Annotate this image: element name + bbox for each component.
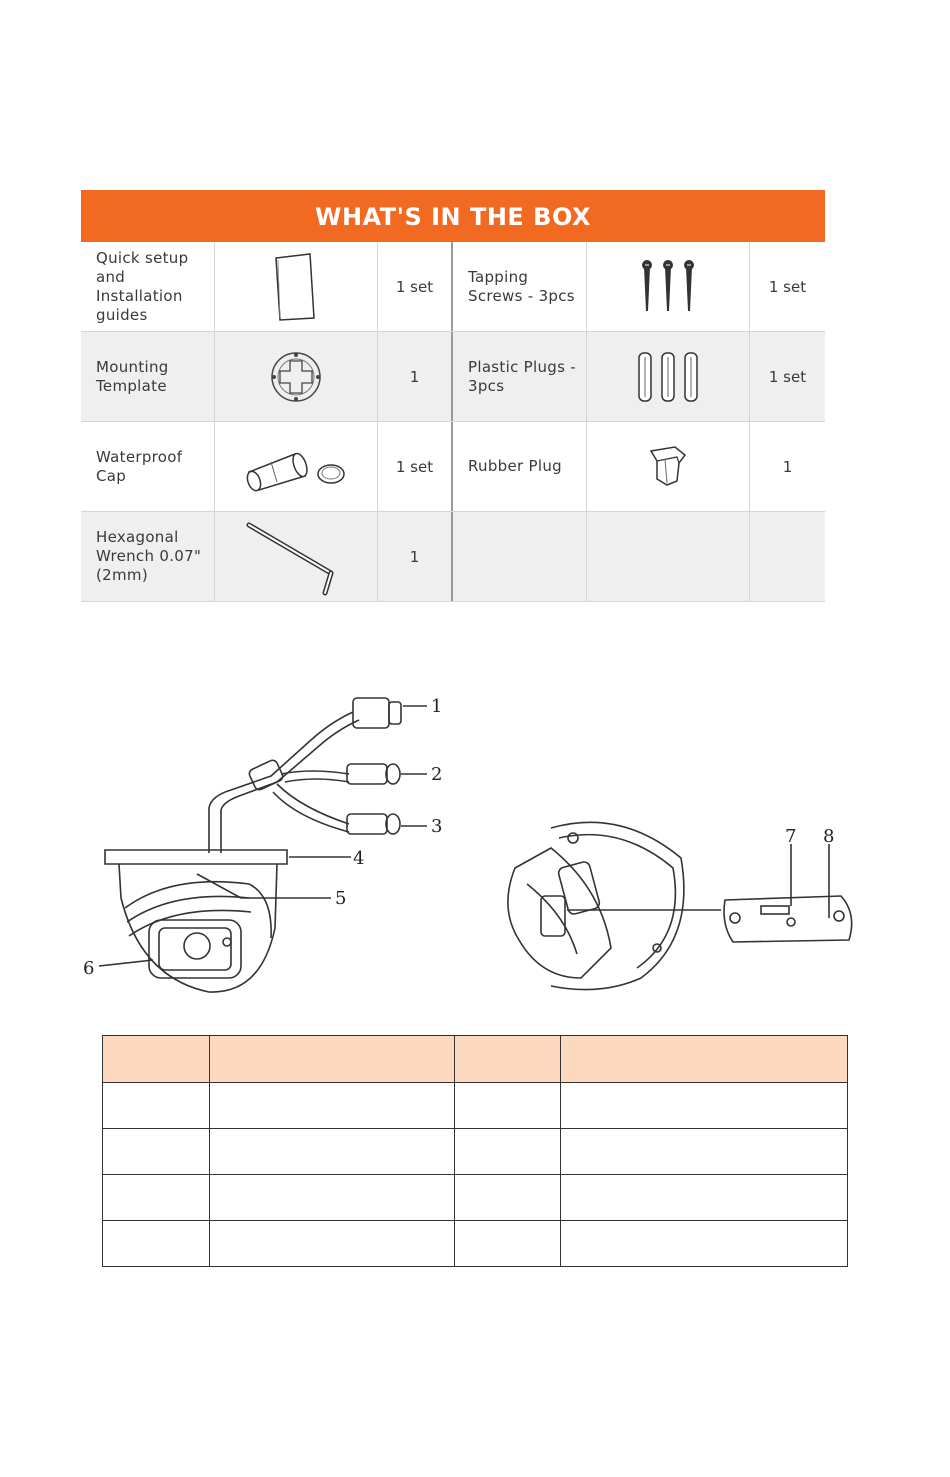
header-cell [209,1036,454,1083]
item-qty: 1 [378,512,453,601]
table-row [103,1083,848,1129]
callout-3: 3 [431,816,443,837]
box-row [81,332,825,422]
mounting-template-icon [215,332,378,421]
rubber-plug-icon [587,422,750,511]
item-name: Tapping Screws - 3pcs [453,242,587,331]
item-name [453,512,587,601]
callout-4: 4 [353,848,365,869]
callout-7: 7 [785,826,797,847]
booklet-icon [215,242,378,331]
table-row [103,1129,848,1175]
item-name: Quick setup and Installation guides [81,242,215,331]
camera-diagram [81,678,861,1008]
item-qty: 1 set [768,277,807,296]
plastic-plugs-icon [587,332,750,421]
item-qty: 1 set [378,242,453,331]
item-name: Waterproof Cap [81,422,215,511]
box-row [81,422,825,512]
box-row [81,512,825,602]
header-cell [561,1036,848,1083]
item-name: Mounting Template [81,332,215,421]
callout-1: 1 [431,696,443,717]
callout-5: 5 [335,888,347,909]
header-cell [103,1036,210,1083]
hex-wrench-icon [215,512,378,601]
item-qty: 1 set [768,367,807,386]
box-row [81,242,825,332]
item-name: Plastic Plugs - 3pcs [453,332,587,421]
item-qty [750,512,825,601]
callout-8: 8 [823,826,835,847]
table-row [103,1221,848,1267]
item-qty: 1 [378,332,453,421]
callout-6: 6 [83,958,95,979]
parts-table [102,1035,848,1267]
item-qty: 1 [782,457,793,476]
parts-table-header [103,1036,848,1083]
callout-2: 2 [431,764,443,785]
whats-in-the-box-table [81,190,825,602]
item-name: Hexagonal Wrench 0.07" (2mm) [81,512,215,601]
table-row [103,1175,848,1221]
waterproof-cap-icon [215,422,378,511]
box-table-title: WHAT'S IN THE BOX [81,190,825,242]
header-cell [454,1036,561,1083]
empty-cell [587,512,750,601]
item-qty: 1 set [378,422,453,511]
item-name: Rubber Plug [453,422,587,511]
screws-icon [587,242,750,331]
